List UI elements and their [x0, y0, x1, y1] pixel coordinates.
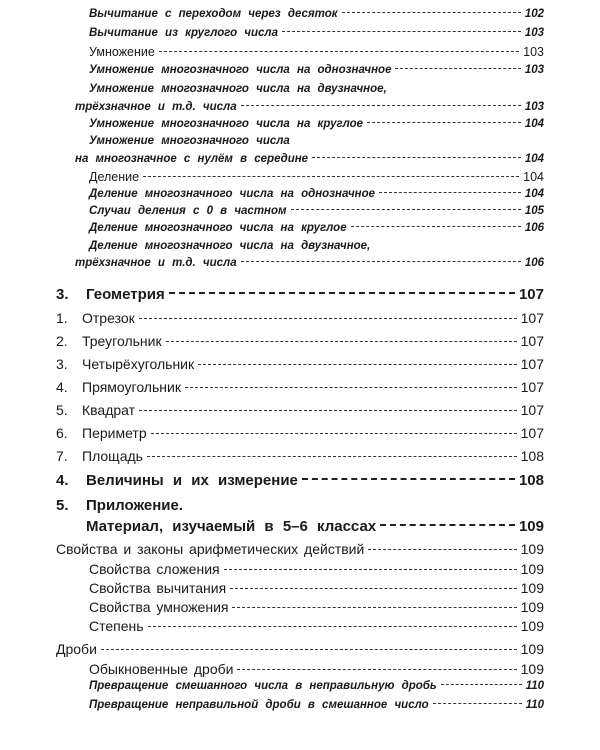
toc-entry-line1[interactable] [89, 135, 544, 147]
toc-entry-page: 107 [520, 333, 544, 349]
dot-leader [232, 607, 516, 608]
toc-entry-page: 103 [524, 64, 544, 76]
dot-leader [139, 318, 517, 319]
toc-entry[interactable] [89, 680, 544, 692]
toc-entry[interactable] [89, 64, 544, 76]
toc-entry-line1[interactable] [89, 83, 544, 95]
toc-entry-page: 103 [524, 27, 544, 39]
toc-entry[interactable] [89, 170, 544, 184]
toc-section-appendix[interactable] [86, 518, 544, 535]
toc-entry-page: 107 [520, 356, 544, 372]
dot-leader [230, 588, 516, 589]
toc-entry-title: Обыкновенные дроби [89, 661, 234, 677]
dot-leader [185, 387, 517, 388]
dot-leader [148, 626, 517, 627]
toc-entry[interactable] [56, 402, 544, 418]
toc-entry[interactable] [75, 257, 544, 269]
item-number: 6. [56, 425, 68, 441]
toc-entry-title: Случаи деления с 0 в частном [89, 205, 287, 217]
dot-leader [379, 192, 521, 193]
toc-entry[interactable] [89, 599, 544, 615]
toc-entry-page: 104 [524, 188, 544, 200]
toc-entry-page: 109 [520, 641, 544, 657]
toc-entry[interactable] [75, 101, 544, 113]
toc-entry-page: 102 [524, 8, 544, 20]
toc-entry[interactable] [89, 661, 544, 677]
section-number: 3. [56, 286, 69, 303]
toc-entry-title: Умножение многозначного числа [89, 135, 290, 147]
toc-entry-title: Умножение многозначного числа на однозначное [89, 64, 392, 76]
dot-leader [101, 649, 517, 650]
item-number: 4. [56, 379, 68, 395]
section-number: 4. [56, 472, 69, 489]
toc-entry-page: 106 [524, 222, 544, 234]
toc-entry-page: 109 [520, 541, 544, 557]
toc-entry-page: 110 [525, 699, 544, 711]
toc-entry[interactable] [89, 699, 544, 711]
toc-entry[interactable] [56, 333, 544, 349]
dot-leader [367, 122, 521, 123]
toc-entry[interactable] [89, 222, 544, 234]
dot-leader [151, 433, 517, 434]
dot-leader [147, 456, 517, 457]
toc-entry[interactable] [75, 153, 544, 165]
dot-leader [312, 157, 521, 158]
dot-leader [342, 12, 521, 13]
toc-entry-title: на многозначное с нулём в середине [75, 153, 309, 165]
toc-entry-title: трёхзначное и т.д. числа [75, 257, 237, 269]
toc-entry-page: 109 [520, 561, 544, 577]
toc-entry-page: 104 [524, 153, 544, 165]
toc-entry-title: Дроби [56, 641, 97, 657]
item-number: 1. [56, 310, 68, 326]
toc-entry[interactable] [89, 188, 544, 200]
toc-section-appendix-line1[interactable] [56, 497, 544, 514]
toc-entry-page: 106 [524, 257, 544, 269]
toc-entry-title: Отрезок [82, 310, 135, 326]
toc-entry-line1[interactable] [89, 240, 544, 252]
dot-leader [302, 478, 515, 480]
dot-leader [282, 31, 521, 32]
toc-entry-title: Превращение неправильной дроби в смешанное число [89, 699, 429, 711]
toc-entry-page: 107 [520, 310, 544, 326]
dot-leader [169, 292, 515, 294]
dot-leader [351, 226, 521, 227]
toc-entry[interactable] [56, 448, 544, 464]
toc-entry[interactable] [89, 580, 544, 596]
dot-leader [241, 261, 521, 262]
item-number: 2. [56, 333, 68, 349]
toc-entry-title: Степень [89, 618, 144, 634]
toc-entry-title: Вычитание с переходом через десяток [89, 8, 338, 20]
item-number: 3. [56, 356, 68, 372]
dot-leader [237, 669, 516, 670]
dot-leader [198, 364, 517, 365]
dot-leader [291, 209, 521, 210]
toc-entry[interactable] [56, 310, 544, 326]
toc-entry-title: Свойства вычитания [89, 580, 227, 596]
toc-entry-page: 104 [523, 170, 544, 184]
toc-entry[interactable] [56, 541, 544, 557]
toc-entry-title: Умножение многозначного числа на круглое [89, 118, 364, 130]
toc-entry-title: Деление [89, 170, 140, 184]
toc-entry-title: Умножение [89, 45, 155, 59]
dot-leader [433, 703, 522, 704]
toc-entry-page: 107 [520, 425, 544, 441]
toc-entry-title: Квадрат [82, 402, 136, 418]
toc-entry[interactable] [56, 641, 544, 657]
toc-section-geometry[interactable] [56, 286, 544, 303]
toc-entry-page: 109 [520, 661, 544, 677]
toc-entry-page: 107 [520, 402, 544, 418]
toc-entry-title: Прямоугольник [82, 379, 181, 395]
section-page: 109 [518, 518, 544, 535]
toc-entry-page: 109 [520, 599, 544, 615]
section-title: Приложение. [86, 497, 184, 514]
toc-entry-page: 109 [520, 580, 544, 596]
toc-entry-page: 109 [520, 618, 544, 634]
toc-entry-title: Четырёхугольник [82, 356, 195, 372]
toc-entry-title: Площадь [82, 448, 143, 464]
toc-entry-page: 107 [520, 379, 544, 395]
dot-leader [368, 549, 516, 550]
toc-entry[interactable] [56, 379, 544, 395]
toc-entry-title: трёхзначное и т.д. числа [75, 101, 237, 113]
section-title: Геометрия [86, 286, 165, 303]
dot-leader [166, 341, 517, 342]
toc-entry-title: Свойства и законы арифметических действий [56, 541, 365, 557]
dot-leader [224, 569, 517, 570]
toc-entry[interactable] [89, 8, 544, 20]
dot-leader [441, 684, 522, 685]
toc-entry-page: 103 [523, 45, 544, 59]
toc-entry[interactable] [89, 118, 544, 130]
toc-entry-title: Периметр [82, 425, 147, 441]
toc-entry-title: Деление многозначного числа на однозначное [89, 188, 376, 200]
toc-entry-page: 108 [520, 448, 544, 464]
toc-entry[interactable] [89, 618, 544, 634]
item-number: 7. [56, 448, 68, 464]
toc-entry-title: Умножение многозначного числа на двузначное, [89, 83, 387, 95]
dot-leader [143, 176, 519, 177]
dot-leader [380, 524, 515, 526]
toc-entry[interactable] [56, 356, 544, 372]
section-title: Материал, изучаемый в 5–6 классах [86, 518, 377, 535]
toc-entry-title: Свойства умножения [89, 599, 229, 615]
dot-leader [159, 51, 519, 52]
section-page: 108 [518, 472, 544, 489]
section-page: 107 [518, 286, 544, 303]
dot-leader [139, 410, 517, 411]
toc-entry-title: Треугольник [82, 333, 162, 349]
section-number: 5. [56, 497, 69, 514]
toc-entry[interactable] [89, 27, 544, 39]
toc-entry-page: 104 [524, 118, 544, 130]
toc-entry-page: 110 [525, 680, 544, 692]
toc-entry[interactable] [89, 561, 544, 577]
toc-entry-title: Свойства сложения [89, 561, 220, 577]
section-title: Величины и их измерение [86, 472, 298, 489]
toc-entry-page: 103 [524, 101, 544, 113]
toc-entry[interactable] [89, 205, 544, 217]
item-number: 5. [56, 402, 68, 418]
toc-entry-title: Превращение смешанного числа в неправильную дробь [89, 680, 437, 692]
toc-entry-page: 105 [524, 205, 544, 217]
toc-entry[interactable] [89, 45, 544, 59]
toc-entry-title: Деление многозначного числа на круглое [89, 222, 347, 234]
dot-leader [395, 68, 520, 69]
toc-entry-title: Деление многозначного числа на двузначное, [89, 240, 371, 252]
toc-entry-title: Вычитание из круглого числа [89, 27, 278, 39]
dot-leader [241, 105, 521, 106]
toc-section-measures[interactable] [56, 472, 544, 489]
toc-entry[interactable] [56, 425, 544, 441]
